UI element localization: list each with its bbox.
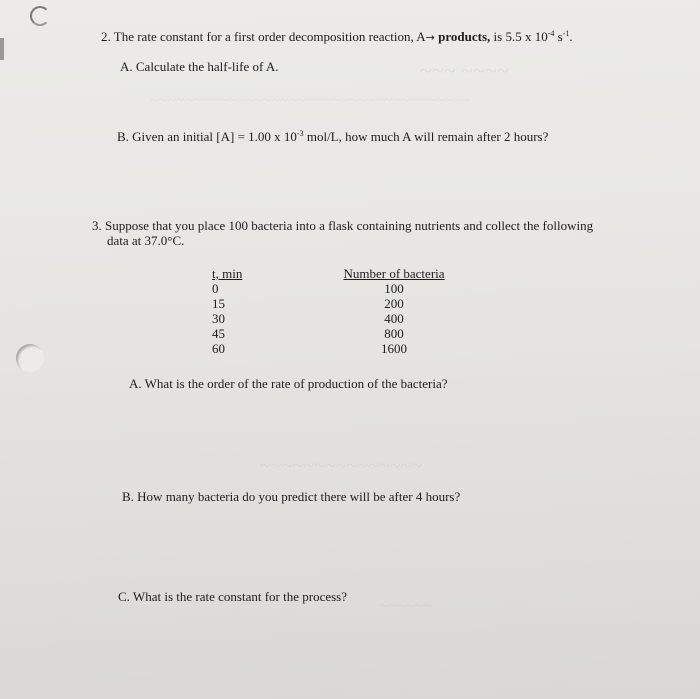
products-label: products,	[438, 29, 491, 44]
question-number: 3.	[92, 218, 102, 233]
question-3a: A. What is the order of the rate of production of the bacteria?	[129, 376, 448, 391]
reaction-arrow-icon: →	[425, 31, 435, 44]
question-3c: C. What is the rate constant for the process?	[118, 589, 347, 604]
table-cell-time: 0	[212, 281, 219, 296]
concentration-exponent: -3	[296, 129, 304, 138]
question-2a: A. Calculate the half-life of A.	[120, 59, 279, 74]
table-cell-count: 1600	[381, 341, 407, 356]
rate-constant-value: is 5.5 x 10	[493, 29, 548, 44]
bleed-through: ~~~~~~	[380, 598, 432, 615]
table-cell-time: 60	[212, 341, 225, 356]
table-cell-time: 15	[212, 296, 225, 311]
bleed-through: ~~~ ~~~~	[420, 58, 509, 83]
question-3-stem-line2: data at 37.0°C.	[107, 233, 185, 248]
bleed-through: ~~~~~~~~~~~~~~~	[260, 455, 423, 477]
table-count-column	[337, 266, 451, 356]
question-2b-text-end: mol/L, how much A will remain after 2 hours?	[306, 129, 549, 144]
question-2b-text: B. Given an initial [A] = 1.00 x 10	[117, 129, 297, 144]
question-number: 2.	[101, 29, 111, 44]
table-cell-count: 800	[384, 326, 404, 341]
question-3-stem	[92, 218, 593, 233]
table-cell-time: 30	[212, 311, 225, 326]
bleed-through: ~~~~~~~~~~~~~~~~~~~~~~~~~~~~~~~~~~~~~	[150, 92, 471, 109]
rate-constant-unit-exponent: -1	[562, 29, 570, 38]
hole-punch-mark	[16, 344, 44, 372]
hole-punch-mark	[30, 6, 50, 26]
question-3-text: Suppose that you place 100 bacteria into a flask containing nutrients and collect the following	[105, 218, 594, 233]
table-cell-time: 45	[212, 326, 225, 341]
table-cell-count: 400	[384, 311, 404, 326]
table-header-time: t, min	[212, 266, 243, 281]
page-edge-mark	[0, 38, 4, 60]
table-header-count: Number of bacteria	[343, 266, 445, 281]
table-cell-count: 100	[384, 281, 404, 296]
question-2-stem	[101, 29, 573, 45]
table-time-column	[212, 266, 242, 356]
question-2-text: The rate constant for a first order decomposition reaction, A	[113, 29, 426, 44]
question-2b	[117, 129, 548, 144]
rate-constant-unit: s	[557, 29, 563, 44]
table-cell-count: 200	[384, 296, 404, 311]
question-3b: B. How many bacteria do you predict there will be after 4 hours?	[122, 489, 461, 504]
stem-period: .	[569, 29, 573, 44]
rate-constant-exponent: -4	[547, 29, 555, 38]
